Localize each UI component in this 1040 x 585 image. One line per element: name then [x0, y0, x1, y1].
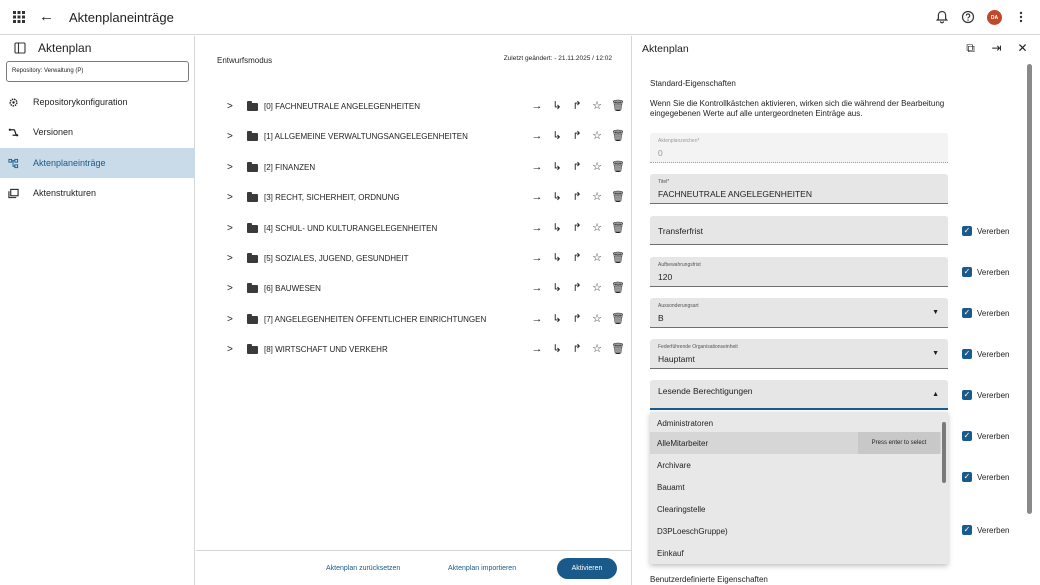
delete-icon[interactable]: 🗑 — [611, 160, 625, 173]
dropdown-option[interactable]: D3PLoeschGruppe) — [657, 527, 728, 536]
panel-scrollbar[interactable] — [1027, 64, 1032, 514]
subdirectory-arrow-icon[interactable]: ↳ — [552, 312, 562, 325]
folder-icon — [247, 194, 258, 202]
chevron-right-icon[interactable]: > — [227, 101, 233, 112]
dropdown-scrollbar[interactable] — [941, 412, 948, 564]
scrollbar-thumb[interactable] — [942, 422, 946, 483]
check-icon: ✓ — [963, 349, 971, 358]
tree-row[interactable] — [196, 122, 632, 152]
field-label: Aussonderungsart — [658, 303, 699, 309]
more-vertical-icon[interactable] — [1014, 10, 1028, 24]
tree-row-label: [2] FINANZEN — [264, 162, 316, 172]
sidebar-item-repositorykonfiguration[interactable] — [0, 87, 195, 117]
sidebar-item-aktenstrukturen[interactable] — [0, 178, 195, 208]
field-label: Aktenplanzeichen* — [658, 138, 700, 144]
checkbox-label: Vererben — [977, 525, 1010, 535]
checkbox-label: Vererben — [977, 267, 1010, 277]
checkbox-label: Vererben — [977, 349, 1010, 359]
row-actions — [531, 190, 623, 204]
check-icon: ✓ — [963, 525, 971, 534]
check-icon: ✓ — [963, 472, 971, 481]
row-actions — [531, 99, 623, 113]
folder-icon — [247, 164, 258, 172]
import-plan-button[interactable]: Aktenplan importieren — [448, 565, 517, 572]
redo-icon[interactable]: ↱ — [572, 343, 582, 356]
repository-select[interactable]: Repository: Verwaltung (P) — [6, 61, 189, 82]
sidebar-title: Aktenplan — [38, 41, 92, 55]
field-label: Titel* — [658, 179, 670, 185]
tree-row[interactable] — [196, 335, 632, 365]
tree-row[interactable] — [196, 214, 632, 244]
folder-icon — [247, 346, 258, 354]
subdirectory-arrow-icon[interactable]: ↳ — [552, 191, 562, 204]
row-actions — [531, 160, 623, 174]
activate-button[interactable]: Aktivieren — [557, 558, 617, 579]
check-icon: ✓ — [963, 390, 971, 399]
sidebar — [0, 36, 195, 585]
redo-icon[interactable]: ↱ — [572, 221, 582, 234]
delete-icon[interactable]: 🗑 — [611, 312, 625, 325]
subdirectory-arrow-icon[interactable]: ↳ — [552, 252, 562, 264]
arrow-right-icon[interactable]: → — [531, 160, 543, 173]
row-actions — [531, 221, 623, 235]
chevron-right-icon[interactable]: > — [227, 131, 233, 143]
field-placeholder: Lesende Berechtigungen — [658, 386, 753, 396]
delete-icon[interactable]: 🗑 — [611, 221, 625, 234]
transferfrist-field[interactable] — [650, 216, 948, 245]
chevron-right-icon[interactable]: > — [227, 222, 233, 234]
chevron-right-icon[interactable]: > — [227, 161, 233, 173]
redo-icon[interactable]: ↱ — [572, 191, 582, 204]
subdirectory-arrow-icon[interactable]: ↳ — [552, 221, 562, 234]
arrow-right-icon[interactable]: → — [531, 252, 543, 264]
tree-row-label: [0] FACHNEUTRALE ANGELEGENHEITEN — [264, 102, 421, 111]
subdirectory-arrow-icon[interactable]: ↳ — [552, 282, 562, 295]
section-heading-custom: Benutzerdefinierte Eigenschaften — [650, 575, 768, 584]
row-actions — [531, 251, 623, 265]
row-actions — [531, 342, 623, 356]
folder-icon — [247, 225, 258, 233]
section-heading: Standard-Eigenschaften — [650, 79, 736, 88]
dropdown-option[interactable]: Bauamt — [657, 483, 685, 492]
folder-icon — [247, 285, 258, 293]
star-icon[interactable]: ☆ — [592, 191, 602, 204]
subdirectory-arrow-icon[interactable]: ↳ — [552, 343, 562, 356]
last-changed-label: Zuletzt geändert: - 21.11.2025 / 12:02 — [503, 55, 612, 62]
user-avatar[interactable]: DA — [987, 10, 1002, 25]
lesende-berechtigungen-select[interactable] — [650, 380, 948, 410]
aktenplanzeichen-field — [650, 133, 948, 163]
subdirectory-arrow-icon[interactable]: ↳ — [552, 130, 562, 143]
apps-grid-icon[interactable] — [13, 11, 25, 23]
check-icon: ✓ — [963, 308, 971, 317]
row-actions — [531, 129, 623, 143]
folder-icon — [247, 255, 258, 263]
details-panel — [633, 36, 1040, 585]
chevron-right-icon[interactable]: > — [227, 192, 233, 204]
permissions-dropdown-list — [650, 412, 948, 564]
chevron-right-icon[interactable]: > — [227, 313, 233, 325]
arrow-right-icon[interactable]: → — [531, 312, 543, 325]
close-icon[interactable]: ✕ — [1017, 41, 1028, 55]
folder-icon — [247, 133, 258, 141]
redo-icon[interactable]: ↱ — [572, 312, 582, 325]
help-icon[interactable] — [961, 10, 975, 24]
titel-field[interactable] — [650, 174, 948, 204]
tree-row-label: [1] ALLGEMEINE VERWALTUNGSANGELEGENHEITEN — [264, 132, 468, 142]
check-icon: ✓ — [963, 431, 971, 440]
folder-icon — [247, 103, 258, 111]
panel-title: Aktenplan — [642, 43, 689, 55]
tree-row[interactable] — [196, 244, 632, 274]
field-label: Federführende Organisationseinheit — [658, 344, 738, 350]
delete-icon[interactable]: 🗑 — [611, 282, 625, 295]
field-placeholder: Transferfrist — [658, 226, 704, 236]
star-icon[interactable]: ☆ — [592, 160, 602, 173]
check-icon: ✓ — [963, 267, 971, 276]
sidebar-item-label: Repositorykonfiguration — [33, 97, 128, 107]
delete-icon[interactable]: 🗑 — [611, 343, 625, 356]
aufbewahrungsfrist-inherit-checkbox[interactable] — [962, 267, 1009, 277]
dropdown-option[interactable]: AlleMitarbeiter — [650, 432, 941, 454]
sidebar-toggle-icon[interactable] — [14, 42, 26, 54]
chevron-right-icon[interactable]: > — [227, 344, 233, 356]
folders-icon — [8, 188, 19, 199]
dropdown-arrow-icon: ▼ — [932, 309, 939, 316]
aufbewahrungsfrist-field[interactable] — [650, 257, 948, 287]
bell-icon[interactable] — [935, 10, 949, 24]
subdirectory-arrow-icon[interactable]: ↳ — [552, 100, 562, 112]
delete-icon[interactable]: 🗑 — [611, 191, 625, 204]
dropdown-option[interactable]: Clearingstelle — [657, 505, 706, 514]
tree-row[interactable] — [196, 153, 632, 183]
checkbox-label: Vererben — [977, 308, 1010, 318]
tree-icon — [8, 158, 19, 169]
chevron-right-icon[interactable]: > — [227, 283, 233, 295]
back-arrow-icon[interactable]: ← — [39, 8, 54, 25]
checkbox-label: Vererben — [977, 431, 1010, 441]
sidebar-item-label: Versionen — [33, 127, 74, 137]
star-icon[interactable]: ☆ — [592, 252, 602, 264]
check-icon: ✓ — [963, 226, 971, 235]
field-inherit-checkbox[interactable] — [962, 472, 1009, 482]
versions-icon — [8, 127, 19, 138]
sidebar-item-aktenplaneintraege[interactable] — [0, 148, 195, 178]
dropdown-option[interactable]: Administratoren — [657, 419, 714, 428]
tree-row[interactable] — [196, 305, 632, 335]
schreibende-inherit-checkbox[interactable] — [962, 431, 1009, 441]
field-label: Aufbewahrungsfrist — [658, 262, 701, 268]
federfuehrend-inherit-checkbox[interactable] — [962, 349, 1009, 359]
field-value: 120 — [658, 272, 673, 282]
arrow-right-icon[interactable]: → — [531, 282, 543, 295]
redo-icon[interactable]: ↱ — [572, 130, 582, 143]
sidebar-item-label: Aktenplaneinträge — [33, 158, 106, 168]
transferfrist-inherit-checkbox[interactable] — [962, 226, 1009, 236]
field-value: FACHNEUTRALE ANGELEGENHEITEN — [658, 189, 812, 199]
section-description: Wenn Sie die Kontrollkästchen aktivieren, wirken sich die während der Bearbeitung eingegebenen Werte auf alle untergeordneten Einträge aus. — [650, 99, 945, 118]
field-value: Hauptamt — [658, 354, 695, 364]
sidebar-item-versionen[interactable] — [0, 117, 195, 147]
tree-row-label: [4] SCHUL- UND KULTURANGELEGENHEITEN — [264, 223, 438, 233]
star-icon[interactable]: ☆ — [592, 312, 602, 325]
row-actions — [531, 281, 623, 295]
mode-label: Entwurfsmodus — [217, 56, 273, 65]
arrow-right-icon[interactable]: → — [531, 343, 543, 356]
sidebar-header — [14, 41, 91, 55]
redo-icon[interactable]: ↱ — [572, 252, 582, 264]
field-value: 0 — [658, 148, 663, 158]
field-inherit-checkbox[interactable] — [962, 525, 1009, 535]
dropdown-option[interactable]: Einkauf — [657, 549, 684, 558]
field-value: B — [658, 313, 664, 323]
subdirectory-arrow-icon[interactable]: ↳ — [552, 160, 562, 173]
star-icon[interactable]: ☆ — [592, 100, 602, 112]
chevron-right-icon[interactable]: > — [227, 253, 233, 264]
tree-row[interactable] — [196, 183, 632, 213]
arrow-right-icon[interactable]: → — [531, 130, 543, 143]
dropdown-arrow-up-icon: ▲ — [932, 391, 939, 398]
arrow-right-icon[interactable]: → — [531, 221, 543, 234]
sidebar-item-label: Aktenstrukturen — [33, 188, 97, 198]
tree-row-label: [6] BAUWESEN — [264, 284, 321, 294]
dropdown-option[interactable]: Archivare — [657, 461, 691, 470]
star-icon[interactable]: ☆ — [592, 221, 602, 234]
lesende-inherit-checkbox[interactable] — [962, 390, 1009, 400]
dropdown-arrow-icon: ▼ — [932, 350, 939, 357]
tree-row[interactable] — [196, 274, 632, 304]
open-external-icon[interactable]: ⧉ — [966, 41, 975, 55]
aussonderungsart-inherit-checkbox[interactable] — [962, 308, 1009, 318]
top-bar — [0, 0, 1040, 35]
delete-icon[interactable]: 🗑 — [611, 130, 625, 143]
delete-icon[interactable]: 🗑 — [611, 252, 625, 264]
folder-icon — [247, 316, 258, 324]
row-actions — [531, 312, 623, 326]
select-hint: Press enter to select — [858, 432, 940, 454]
star-icon[interactable]: ☆ — [592, 130, 602, 143]
tree-row-label: [8] WIRTSCHAFT UND VERKEHR — [264, 345, 388, 355]
arrow-right-icon[interactable]: → — [531, 100, 543, 112]
star-icon[interactable]: ☆ — [592, 343, 602, 356]
page-title: Aktenplaneinträge — [69, 10, 174, 25]
checkbox-label: Vererben — [977, 390, 1010, 400]
center-footer — [196, 550, 632, 585]
checkbox-label: Vererben — [977, 226, 1010, 236]
tree-row-label: [7] ANGELEGENHEITEN ÖFFENTLICHER EINRICHTUNGEN — [264, 314, 487, 324]
file-plan-tree-pane — [196, 36, 632, 585]
delete-icon[interactable]: 🗑 — [611, 100, 625, 112]
redo-icon[interactable]: ↱ — [572, 160, 582, 173]
star-icon[interactable]: ☆ — [592, 282, 602, 295]
federfuehrende-organisationseinheit-select[interactable] — [650, 339, 948, 369]
redo-icon[interactable]: ↱ — [572, 282, 582, 295]
checkbox-label: Vererben — [977, 472, 1010, 482]
reset-plan-button[interactable]: Aktenplan zurücksetzen — [326, 565, 401, 572]
aussonderungsart-select[interactable] — [650, 298, 948, 328]
move-to-icon[interactable]: ⇥ — [991, 41, 1002, 55]
tree-row-label: [3] RECHT, SICHERHEIT, ORDNUNG — [264, 193, 400, 203]
arrow-right-icon[interactable]: → — [531, 191, 543, 204]
redo-icon[interactable]: ↱ — [572, 100, 582, 112]
tree-row[interactable] — [196, 92, 632, 122]
tree-row-label: [5] SOZIALES, JUGEND, GESUNDHEIT — [264, 254, 409, 263]
gear-icon — [8, 97, 19, 108]
